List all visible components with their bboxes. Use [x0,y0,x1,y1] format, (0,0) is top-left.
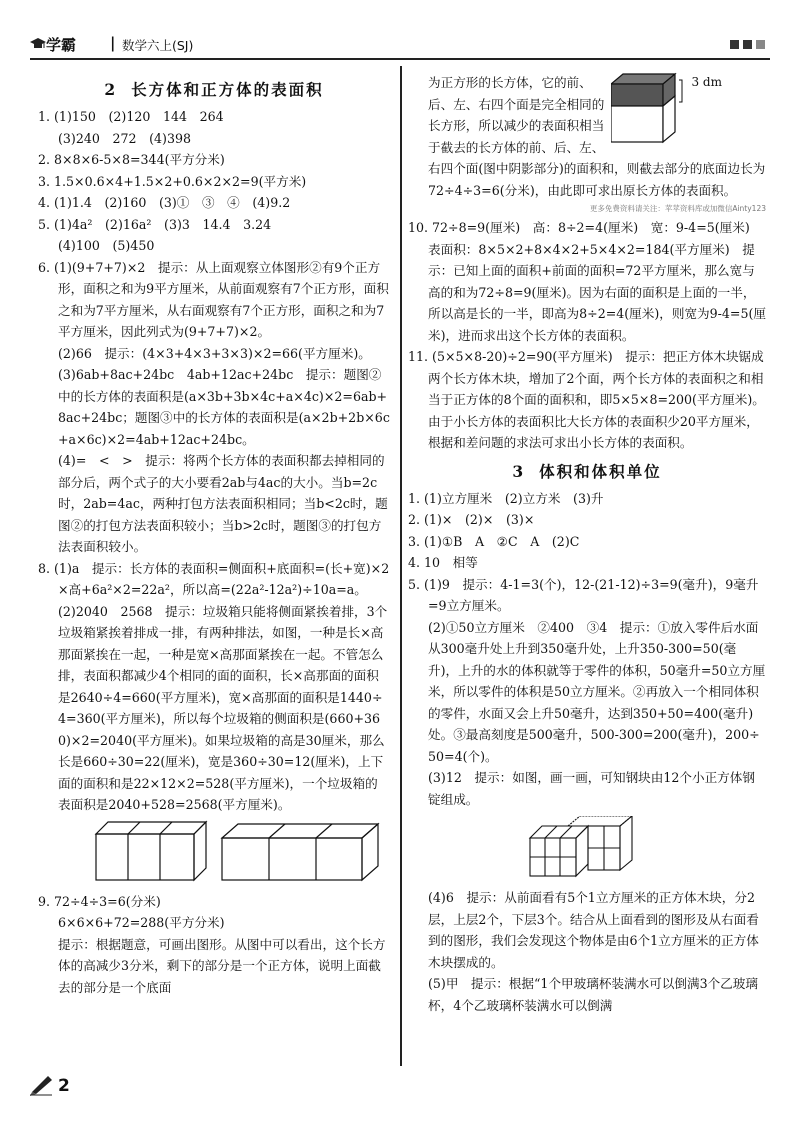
answer-line: (3)6ab+8ac+24bc 4ab+12ac+24bc 提示：题图②中的长方体的表面积是(a×3b+3b×4c+a×4c)×2=6ab+8ac+24bc；题图③中的长方体的表面积是(a×2b+2b×6c+a×6c)×2=4ab+12ac+24bc。 [58,367,390,447]
answer-line: 8. (1)a 提示：长方体的表面积=侧面积+底面积=(长+宽)×2×高+6a²×2=22a²，所以高=(22a²-12a²)÷10a=a。 [38,560,390,597]
book-title: 数学六上(SJ) [122,38,194,53]
answer-line: (2)2040 2568 提示：垃圾箱只能将侧面紧挨着排，3个垃圾箱紧挨着排成一排，有两种排法，如图，一种是长×高那面紧挨在一起，一种是宽×高那面紧挨在一起。不管怎么排，表面积都减少4个相同的面的面积，长×高那面的面积是2640÷4=660(平方厘米)，宽×高那面的面积是1440÷4=360(平方厘米)，所以每个垃圾箱的侧面积是(660+360)×2=2040(平方厘米)。如果垃圾箱的高是30厘米，那么长是660÷30=22(厘米)，宽是360÷30=12(厘米)，上下面的面积和是22×12×2=528(平方厘米)，一个垃圾箱的表面积是2040+528=2568(平方厘米)。 [58,603,388,812]
answer-line: 6×6×6+72=288(平方分米) [58,915,225,930]
answer-line: 4. (1)1.4 (2)160 (3)① ③ ④ (4)9.2 [38,195,291,210]
section-title: 体积和体积单位 [539,462,662,481]
answer-line: (3)12 提示：如图，画一画，可知钢块由12个小正方体钢锭组成。 [428,770,755,807]
answer-line: (5)甲 提示：根据“1个甲玻璃杯装满水可以倒满3个乙玻璃杯，4个乙玻璃杯装满水可以倒满 [428,976,758,1013]
pencil-icon [30,1074,54,1096]
answer-line: 3. 1.5×0.6×4+1.5×2+0.6×2×2=9(平方米) [38,173,307,189]
answer-line: 3. (1)①B A ②C A (2)C [408,533,580,549]
brand-name: 学霸 [46,36,77,54]
answer-line: (4)= < > 提示：将两个长方体的表面积都去掉相同的部分后，两个式子的大小要看2ab与4ac的大小。当b=2c时，2ab=4ac，两种打包方法表面积相同；当b<2c时，题图②的打包方法表面积较小；当b>2c时，题图③的打包方法表面积较小。 [58,453,388,554]
page-number: 2 [58,1076,70,1096]
answer-line: 1. (1)立方厘米 (2)立方米 (3)升 [408,490,604,506]
answer-line: 9. 72÷4÷3=6(分米) [38,893,161,909]
answer-line: (4)100 (5)450 [58,238,155,253]
answer-line: (3)240 272 (4)398 [58,130,191,146]
header-square [756,40,765,49]
page-footer [30,1074,100,1104]
answer-line: (2)66 提示：(4×3+4×3+3×3)×2=66(平方厘米)。 [58,345,371,361]
section-3-heading [408,460,766,482]
right-column [408,72,766,1016]
header-rule [30,58,770,60]
header-square [730,40,739,49]
left-column [38,72,390,998]
section-number: 3 [512,461,526,481]
answer-line: 1. (1)150 (2)120 144 264 [38,109,224,124]
answer-line: (4)6 提示：从前面看有5个1立方厘米的正方体木块，分2层，上层2个，下层3个。结合从上面看到的图形及从右面看到的图形，我们会发现这个物体是由6个1立方厘米的正方体木块摆成的。 [428,890,759,970]
answer-line: 为正方形的长方体，它的前、后、左、右四个面是完全相同的长方形，所以减少的表面积相当于截去的长方体的前、后、左、右四个面(图中阴影部分)的面积和，则截去部分的底面边长为72÷4÷3=6(分米)，由此即可求出原长方体的表面积。 [428,75,766,198]
page-header [30,34,770,58]
answer-line: 提示：根据题意，可画出图形。从图中可以看出，这个长方体的高减少3分米，剩下的部分是一个正方体，说明上面截去的部分是一个底面 [58,936,386,995]
header-separator: | [110,34,116,52]
steel-block-figure [528,816,766,883]
answer-line: 5. (1)9 提示：4-1=3(个)，12-(21-12)÷3=9(毫升)，9毫升=9立方厘米。 [408,576,759,613]
brand-logo [30,34,76,55]
column-divider [400,66,402,1066]
answer-line: 5. (1)4a² (2)16a² (3)3 14.4 3.24 [38,216,272,232]
answer-line: 6. (1)(9+7+7)×2 提示：从上面观察立体图形②有9个正方形，面积之和为9平方厘米，从前面观察有7个正方形，面积之和为7平方厘米，从右面观察有7个正方形，面积之和为7平方厘米，因此列式为(9+7+7)×2。 [38,259,389,339]
header-square [743,40,752,49]
answer-line: 4. 10 相等 [408,555,478,570]
answer-line: (2)①50立方厘米 ②400 ③4 提示：①放入零件后水面从300毫升处上升到350毫升处，上升350-300=50(毫升)，上升的水的体积就等于零件的体积，50毫升=50立方厘米，所以零件的体积是50立方厘米。②再放入一个相同体积的零件，水面又会上升50毫升，达到350+50=400(毫升)处。③最高刻度是500毫升，500-300=200(毫升)，200÷50=4(个)。 [428,619,766,764]
answer-line: 10. 72÷8=9(厘米) 高：8÷2=4(厘米) 宽：9-4=5(厘米) 表面积：8×5×2+8×4×2+5×4×2=184(平方厘米) 提示：已知上面的面积+前面的面积=72平方厘米，那么宽与高的和为72÷8=9(厘米)。因为右面的面积是上面的一半，所以高是长的一半，即高为8÷2=4(厘米)，则宽为9-4=5(厘米)，进而求出这个长方体的表面积。 [408,220,767,343]
trash-bin-arrangement-figure [94,820,390,887]
graduation-cap-icon [30,37,46,51]
answer-line: 2. (1)× (2)× (3)× [408,512,535,527]
answer-line: 11. (5×5×8-20)÷2=90(平方厘米) 提示：把正方体木块锯成两个长方体木块，增加了2个面，两个长方体的表面积之和相当于正方体的8个面的面积和，即5×5×8=200(平方厘米)。由于小长方体的表面积比大长方体的表面积少20平方厘米，根据和差问题的求法可求出小长方体的表面积。 [408,349,765,450]
section-2-heading [38,78,390,100]
cuboid-figure [611,72,766,147]
answer-line: 2. 8×8×6-5×8=344(平方分米) [38,152,225,167]
section-number: 2 [104,80,118,99]
watermark-note: 更多免费资料请关注：苹苹资料库或加微信Ainty123 [589,204,766,213]
section-title: 长方体和正方体的表面积 [131,81,324,99]
cube-dimension-label: 3 dm [691,75,722,89]
